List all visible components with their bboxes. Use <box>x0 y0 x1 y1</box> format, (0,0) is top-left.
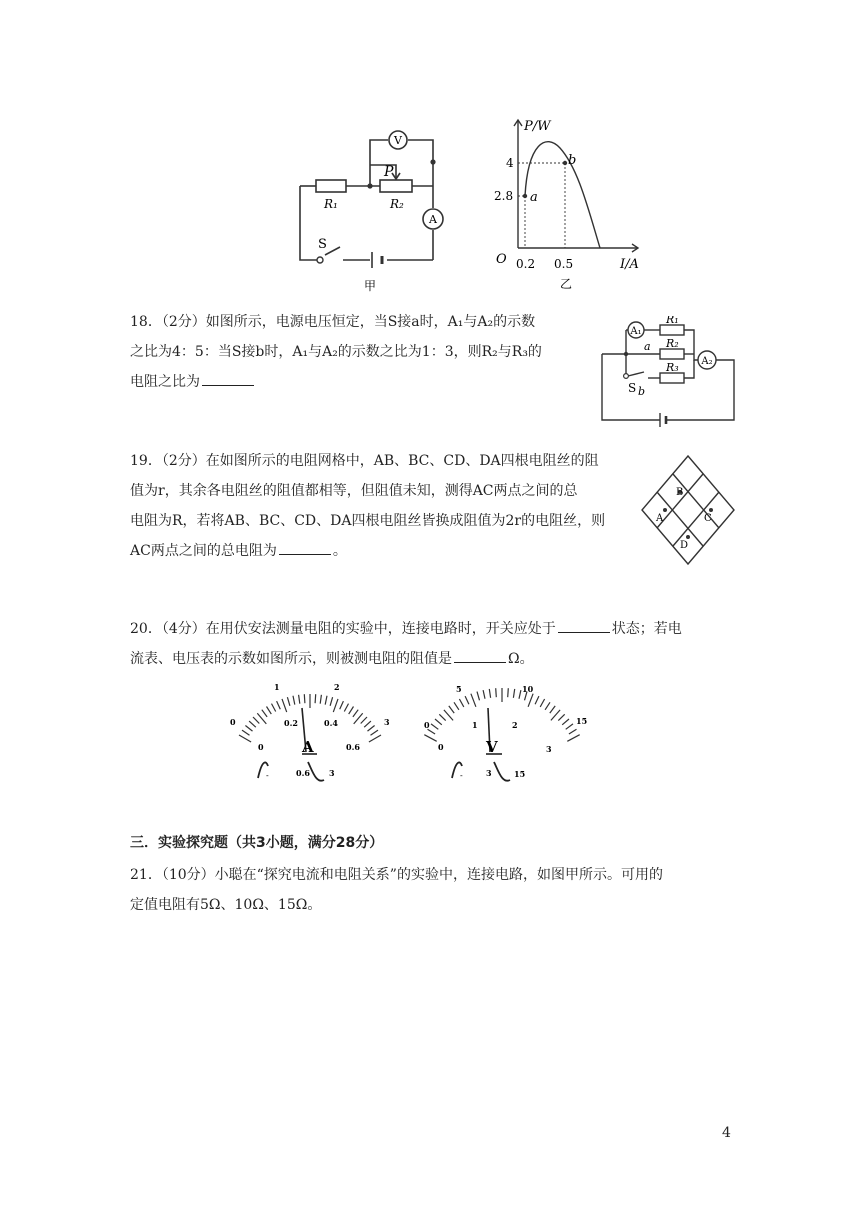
dial-tick <box>340 701 344 709</box>
amm-top-1: 1 <box>274 682 280 692</box>
dial-tick <box>519 690 521 699</box>
q19-answer-blank[interactable] <box>279 540 331 555</box>
question-18 <box>130 307 542 397</box>
dial-tick <box>267 707 272 715</box>
point-a-label: a <box>530 190 538 205</box>
q21-line2: 定值电阻有5Ω、10Ω、15Ω。 <box>130 897 322 913</box>
dial-tick <box>508 688 509 697</box>
volt-top-15: 15 <box>576 716 588 726</box>
q18-s-label: S <box>628 381 637 395</box>
q20-line2b: Ω。 <box>508 651 534 667</box>
dial-tick <box>242 730 250 735</box>
amm-bot-04: 0.4 <box>324 718 338 728</box>
dial-tick <box>439 714 445 720</box>
q20-line1a: 20．（4分）在用伏安法测量电阻的实验中，连接电路时，开关应处于 <box>130 621 556 637</box>
question-20 <box>130 614 682 674</box>
dial-tick <box>459 699 463 707</box>
q19-line3: 电阻为R，若将AB、BC、CD、DA四根电阻丝皆换成阻值为2r的电阻丝，则 <box>130 513 606 529</box>
q18-a2-label: A₂ <box>701 356 713 367</box>
ammeter-dial <box>222 680 402 790</box>
dial-tick <box>449 706 454 713</box>
dial-tick <box>535 696 539 704</box>
q20-line1b: 状态；若电 <box>611 621 682 637</box>
grid-b-label: B <box>676 487 684 498</box>
page-number: 4 <box>722 1125 731 1141</box>
section-3-heading: 三．实验探究题（共3小题，满分28分） <box>130 835 384 851</box>
amm-term-neg: - <box>266 771 269 780</box>
dial-tick <box>287 697 290 706</box>
x-axis-label: I/A <box>620 257 639 272</box>
dial-tick <box>369 735 381 742</box>
dial-tick <box>245 726 252 732</box>
volt-term-3: 3 <box>486 768 492 778</box>
voltmeter-symbol: V <box>486 738 498 756</box>
dial-tick <box>330 697 333 706</box>
ammeter-label: A <box>429 213 437 226</box>
slider-label: P <box>384 164 394 180</box>
volt-top-0: 0 <box>424 720 430 730</box>
dial-tick <box>299 695 300 704</box>
q20-blank-1[interactable] <box>558 618 610 633</box>
dial-tick <box>344 704 348 712</box>
dial-tick <box>465 696 469 704</box>
dial-tick <box>333 699 338 712</box>
figure-yi-graph <box>478 108 678 298</box>
tick-x-0-2: 0.2 <box>516 257 536 271</box>
r1-label: R₁ <box>324 197 338 211</box>
dial-tick <box>315 694 316 703</box>
dial-tick <box>304 694 305 703</box>
volt-term-15: 15 <box>514 769 526 779</box>
caption-yi: 乙 <box>559 277 573 291</box>
r2-label: R₂ <box>390 197 404 211</box>
dial-tick <box>325 696 327 705</box>
dial-tick <box>239 735 251 742</box>
volt-bot-1: 1 <box>472 720 478 730</box>
q19-line1: 19．（2分）在如图所示的电阻网格中，AB、BC、CD、DA四根电阻丝的阻 <box>130 453 599 469</box>
amm-bot-0: 0 <box>258 742 264 752</box>
q18-line1: 18．（2分）如图所示，电源电压恒定，当S接a时，A₁与A₂的示数 <box>130 314 536 330</box>
caption-jia: 甲 <box>363 279 377 293</box>
y-axis-label: P/W <box>524 119 551 134</box>
figure-jia-circuit <box>290 120 460 295</box>
q18-r1-label: R₁ <box>666 316 679 326</box>
switch-label: S <box>318 237 327 252</box>
origin-label: O <box>496 252 507 267</box>
dial-tick <box>569 729 577 734</box>
question-21 <box>130 860 663 920</box>
dial-tick <box>262 710 267 717</box>
dial-tick <box>253 717 259 724</box>
dial-tick <box>361 717 367 724</box>
dial-tick <box>483 690 485 699</box>
dial-tick <box>471 694 476 707</box>
dial-tick <box>282 699 287 712</box>
volt-bot-3: 3 <box>546 744 552 754</box>
amm-term-06: 0.6 <box>296 768 310 778</box>
dial-tick <box>364 721 371 727</box>
volt-bot-2: 2 <box>512 720 518 730</box>
voltmeter-dial <box>410 680 600 790</box>
dial-tick <box>293 696 295 705</box>
tick-y-4: 4 <box>506 156 514 170</box>
amm-bot-06: 0.6 <box>346 742 360 752</box>
dial-tick <box>320 695 321 704</box>
dial-tick <box>431 724 438 729</box>
q18-line3: 电阻之比为 <box>130 374 200 390</box>
q19-line4-end: 。 <box>332 543 347 559</box>
q20-line2a: 流表、电压表的示数如图所示，则被测电阻的阻值是 <box>130 651 452 667</box>
dial-tick <box>558 714 564 720</box>
dial-tick <box>496 688 497 697</box>
dial-tick <box>489 689 490 698</box>
dial-tick <box>540 699 544 707</box>
dial-tick <box>550 706 555 713</box>
q19-line2: 值为r，其余各电阻丝的阻值都相等，但阻值未知，测得AC两点之间的总 <box>130 483 578 499</box>
figure-resistor-grid <box>636 450 740 574</box>
dial-tick <box>371 730 379 735</box>
amm-top-0: 0 <box>230 717 236 727</box>
voltmeter-label: V <box>394 134 402 147</box>
dial-tick <box>435 719 442 725</box>
volt-term-neg: - <box>460 771 463 780</box>
dial-tick <box>272 704 276 712</box>
amm-top-2: 2 <box>334 682 340 692</box>
dial-tick <box>353 710 358 717</box>
grid-c-label: C <box>704 513 712 524</box>
amm-term-3: 3 <box>329 768 335 778</box>
amm-top-3: 3 <box>384 717 390 727</box>
grid-a-label: A <box>656 513 664 524</box>
q18-r3-label: R₃ <box>666 361 679 374</box>
ammeter-symbol: A <box>302 738 314 756</box>
q21-line1: 21．（10分）小聪在“探究电流和电阻关系”的实验中，连接电路，如图甲所示。可用的 <box>130 867 663 883</box>
dial-tick <box>249 721 256 727</box>
question-19 <box>130 446 605 566</box>
q18-a1-label: A₁ <box>630 326 642 337</box>
dial-tick <box>551 710 560 721</box>
grid-d-label: D <box>680 540 689 551</box>
dial-tick <box>349 707 354 715</box>
dial-tick <box>477 692 480 701</box>
dial-tick <box>566 724 573 729</box>
dial-tick <box>567 735 579 742</box>
dial-tick <box>454 702 459 710</box>
dial-tick <box>528 694 533 707</box>
dial-tick <box>562 719 569 725</box>
amm-bot-02: 0.2 <box>284 718 298 728</box>
dial-tick <box>277 701 281 709</box>
q18-line2: 之比为4：5：当S接b时，A₁与A₂的示数之比为1：3，则R₂与R₃的 <box>130 344 542 360</box>
tick-x-0-5: 0.5 <box>554 257 574 271</box>
dial-tick <box>368 726 375 732</box>
q18-b-label: b <box>638 385 646 398</box>
dial-tick <box>444 710 453 721</box>
volt-bot-0: 0 <box>438 742 444 752</box>
figure-q18-circuit <box>598 316 740 428</box>
q20-blank-2[interactable] <box>454 648 506 663</box>
point-b-label: b <box>568 153 577 168</box>
tick-y-2-8: 2.8 <box>494 189 514 203</box>
volt-top-5: 5 <box>456 684 462 694</box>
q18-r2-label: R₂ <box>666 337 679 350</box>
dial-tick <box>545 702 550 710</box>
q18-answer-blank[interactable] <box>202 371 254 386</box>
volt-top-10: 10 <box>522 684 534 694</box>
q18-a-label: a <box>644 340 651 353</box>
q19-line4: AC两点之间的总电阻为 <box>130 543 277 559</box>
dial-tick <box>424 735 436 742</box>
dial-tick <box>513 689 514 698</box>
